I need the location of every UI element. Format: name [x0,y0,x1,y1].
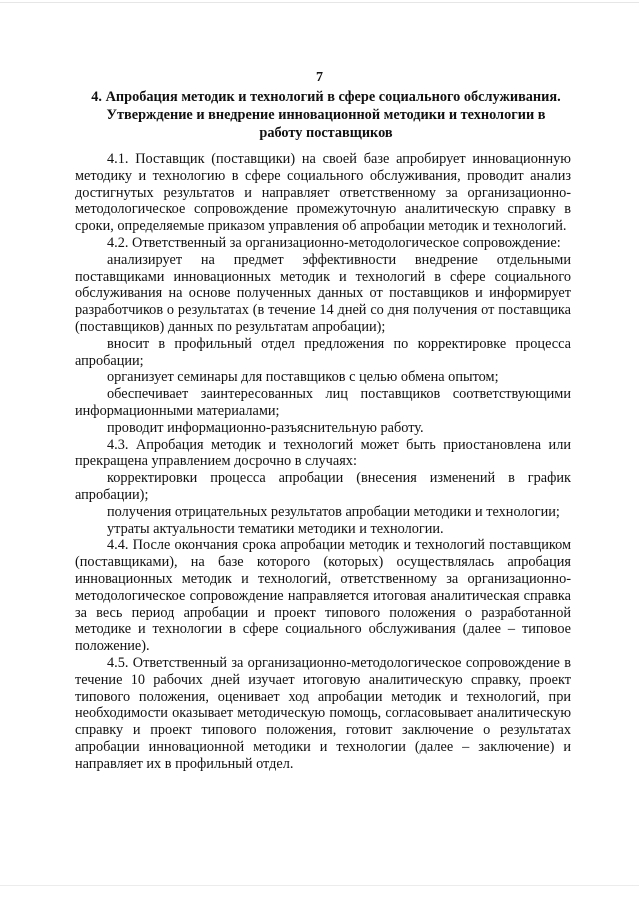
page-bottom-edge [0,885,639,886]
paragraph-4-1: 4.1. Поставщик (поставщики) на своей базе апробирует инновационную методику и технологию в сфере социального обслуживания, проводит анализ достигнутых результатов и направляет ответственному за организационно-методологическое сопровождение промежуточную аналитическую справку в сроки, определяемые приказом управления об апробации методик и технологий. [75,151,571,235]
section-heading: 4. Апробация методик и технологий в сфере социального обслуживания. Утверждение и внедрение инновационной методики и технологии в работу поставщиков [91,89,561,141]
list-item: организует семинары для поставщиков с целью обмена опытом; [107,369,499,386]
page-number: 7 [316,70,323,85]
paragraph-4-5: 4.5. Ответственный за организационно-методологическое сопровождение в течение 10 рабочих дней изучает итоговую аналитическую справку, проект типового положения, оценивает ход апробации методик и технологий, при необходимости оказывает методическую помощь, согласовывает аналитическую справку и проект типового положения, готовит заключение о результатах апробации инновационной методики и технологии (далее – заключение) и направляет их в профильный отдел. [75,654,571,772]
paragraph-4-2: 4.2. Ответственный за организационно-методологическое сопровождение: [107,234,561,251]
document-body [75,151,571,772]
list-item: корректировки процесса апробации (внесения изменений в график апробации); [75,470,571,503]
page-top-edge [0,2,639,3]
list-item: утраты актуальности тематики методики и технологии. [107,520,444,537]
list-item: проводит информационно-разъяснительную работу. [107,419,424,436]
paragraph-4-4: 4.4. После окончания срока апробации методик и технологий поставщиком (поставщиками), на базе которого (которых) осуществлялась апробация инновационных методик и технологий, ответственному за организационно-методологическое сопровождение направляется итоговая аналитическая справка за весь период апробации и проект типового положения о разработанной методике и технологии в сфере социального обслуживания (далее – типовое положение). [75,537,571,655]
list-item: анализирует на предмет эффективности внедрение отдельными поставщиками инновационных методик и технологий в сфере социального обслуживания на основе полученных данных от поставщиков и информирует разработчиков о результатах (в течение 14 дней со дня получения от поставщика (поставщиков) данных по результатам апробации); [75,251,571,335]
list-item: получения отрицательных результатов апробации методики и технологии; [107,503,560,520]
list-item: обеспечивает заинтересованных лиц поставщиков соответствующими информационными материалами; [75,386,571,419]
list-item: вносит в профильный отдел предложения по корректировке процесса апробации; [75,335,571,369]
paragraph-4-3: 4.3. Апробация методик и технологий может быть приостановлена или прекращена управлением досрочно в случаях: [75,436,571,470]
